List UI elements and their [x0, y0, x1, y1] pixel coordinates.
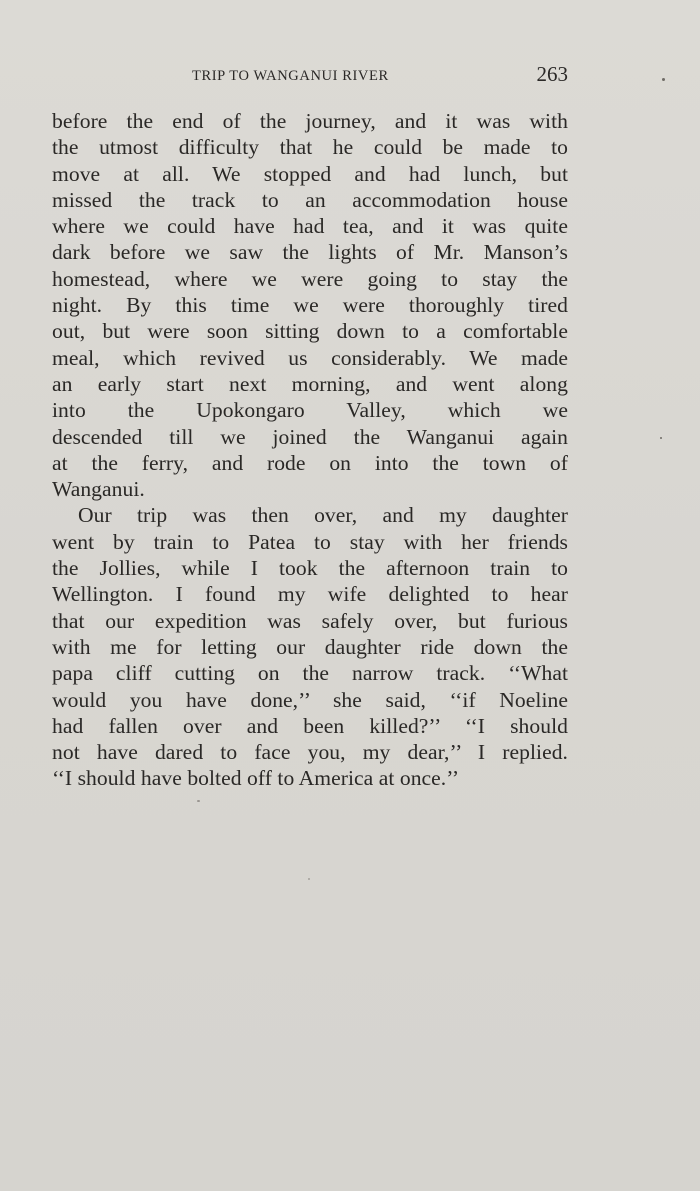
text-line: Wanganui.: [52, 477, 145, 502]
text-line: homestead, where we were going to stay the: [52, 266, 568, 291]
text-line: descended till we joined the Wanganui again: [52, 424, 568, 449]
paragraph: [52, 502, 568, 791]
text-line: at the ferry, and rode on into the town of: [52, 450, 568, 475]
paper-speck: [308, 878, 310, 880]
body-text: [52, 108, 568, 792]
text-line: where we could have had tea, and it was quite: [52, 214, 568, 239]
page-number: 263: [536, 62, 568, 86]
paragraph: [52, 108, 568, 502]
text-line: night. By this time we were thoroughly tired: [52, 293, 568, 318]
text-line: move at all. We stopped and had lunch, but: [52, 161, 568, 186]
text-line: not have dared to face you, my dear,’’ I replied.: [52, 740, 568, 765]
text-line: meal, which revived us considerably. We made: [52, 345, 568, 370]
text-line: with me for letting our daughter ride down the: [52, 634, 568, 659]
paper-speck: [660, 437, 662, 439]
text-line: ‘‘I should have bolted off to America at once.’’: [52, 766, 460, 791]
text-line: missed the track to an accommodation house: [52, 187, 568, 212]
text-line: Our trip was then over, and my daughter: [78, 503, 568, 528]
running-head: TRIP TO WANGANUI RIVER: [192, 68, 389, 84]
text-line: papa cliff cutting on the narrow track. ‘‘What: [52, 661, 568, 686]
text-line: an early start next morning, and went along: [52, 371, 568, 396]
text-line: the utmost difficulty that he could be made to: [52, 135, 568, 160]
paper-speck: [662, 78, 665, 81]
text-line: would you have done,’’ she said, ‘‘if Noeline: [52, 687, 568, 712]
text-line: dark before we saw the lights of Mr. Manson’s: [52, 240, 568, 265]
text-line: went by train to Patea to stay with her friends: [52, 529, 568, 554]
text-line: that our expedition was safely over, but furious: [52, 608, 568, 633]
text-line: into the Upokongaro Valley, which we: [52, 398, 568, 423]
text-line: Wellington. I found my wife delighted to hear: [52, 582, 568, 607]
text-line: out, but were soon sitting down to a comfortable: [52, 319, 568, 344]
paper-speck: [197, 800, 200, 802]
page-header: [52, 62, 568, 92]
text-line: had fallen over and been killed?’’ ‘‘I should: [52, 713, 568, 738]
text-line: the Jollies, while I took the afternoon train to: [52, 556, 568, 581]
text-line: before the end of the journey, and it was with: [52, 109, 568, 133]
